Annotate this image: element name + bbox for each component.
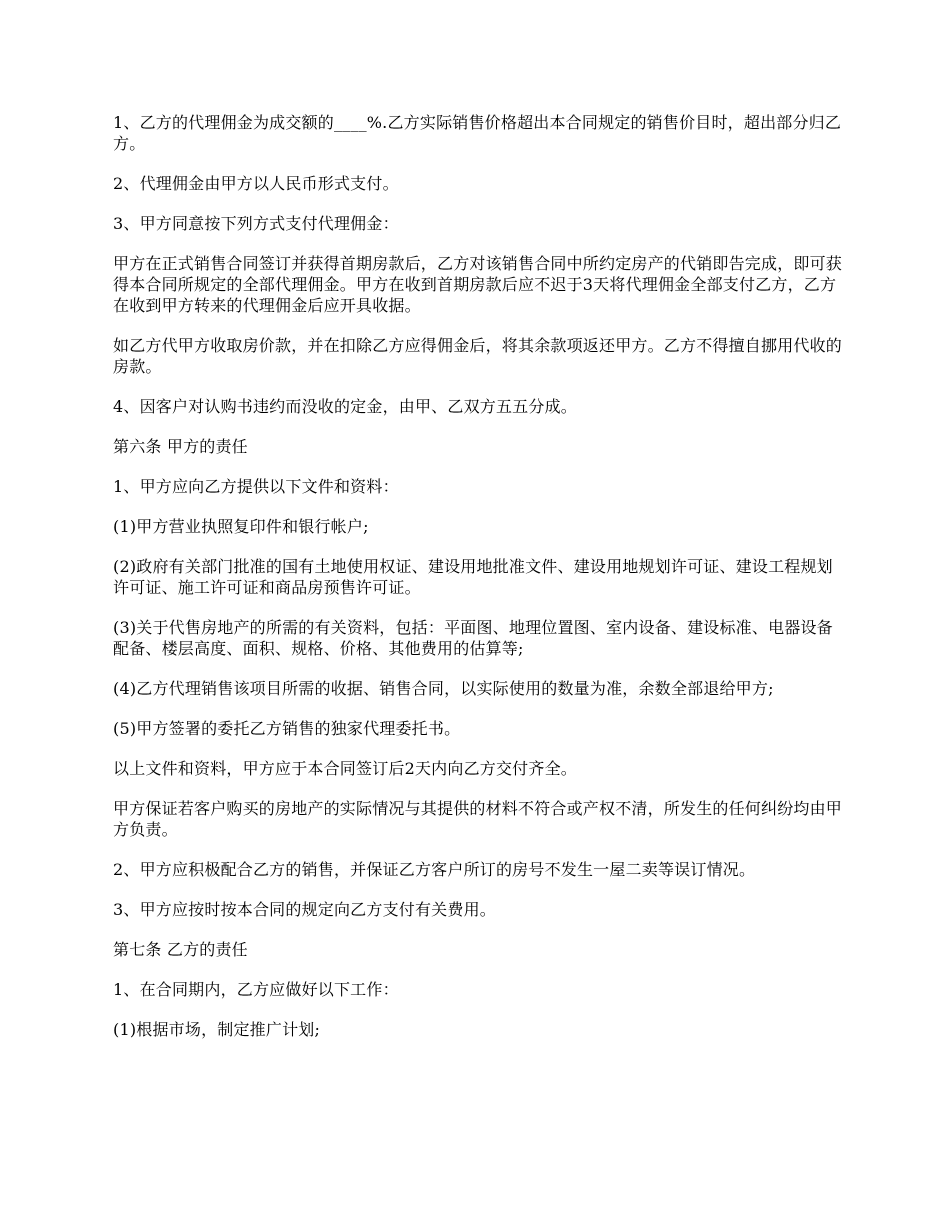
list-item-promotion-plan: (1)根据市场，制定推广计划; [113, 1020, 321, 1039]
paragraph-deposit-split: 4、因客户对认购书违约而没收的定金，由甲、乙双方五五分成。 [113, 397, 577, 416]
paragraph-payment-currency: 2、代理佣金由甲方以人民币形式支付。 [113, 174, 399, 193]
paragraph-commission-rate: 1、乙方的代理佣金为成交额的____%.乙方实际销售价格超出本合同规定的销售价目时，超出部分归乙方。 [113, 113, 842, 153]
paragraph-party-b-duties: 1、在合同期内，乙方应做好以下工作： [113, 980, 399, 999]
paragraph-delivery-deadline: 以上文件和资料，甲方应于本合同签订后2天内向乙方交付齐全。 [113, 759, 577, 778]
paragraph-collection-on-behalf: 如乙方代甲方收取房价款，并在扣除乙方应得佣金后，将其余款项返还甲方。乙方不得擅自挪用代收的房款。 [113, 336, 843, 376]
paragraph-commission-timing: 甲方在正式销售合同签订并获得首期房款后，乙方对该销售合同中所约定房产的代销即告完成，即可获得本合同所规定的全部代理佣金。甲方在收到首期房款后应不迟于3天将代理佣金全部支付乙方，乙方在收到甲方转来的代理佣金后应开具收据。 [113, 254, 843, 315]
list-item-property-materials: (3)关于代售房地产的所需的有关资料，包括：平面图、地理位置图、室内设备、建设标准、电器设备配备、楼层高度、面积、规格、价格、其他费用的估算等; [113, 618, 833, 658]
list-item-business-license: (1)甲方营业执照复印件和银行帐户; [113, 517, 369, 536]
paragraph-payment-method: 3、甲方同意按下列方式支付代理佣金： [113, 214, 399, 233]
list-item-government-permits: (2)政府有关部门批准的国有土地使用权证、建设用地批准文件、建设用地规划许可证、建设工程规划许可证、施工许可证和商品房预售许可证。 [113, 557, 833, 597]
paragraph-party-a-documents: 1、甲方应向乙方提供以下文件和资料： [113, 477, 399, 496]
list-item-receipts-contracts: (4)乙方代理销售该项目所需的收据、销售合同，以实际使用的数量为准，余数全部退给甲方; [113, 679, 774, 698]
paragraph-cooperation: 2、甲方应积极配合乙方的销售，并保证乙方客户所订的房号不发生一屋二卖等误订情况。 [113, 860, 756, 879]
paragraph-payment-obligation: 3、甲方应按时按本合同的规定向乙方支付有关费用。 [113, 900, 496, 919]
paragraph-party-a-guarantee: 甲方保证若客户购买的房地产的实际情况与其提供的材料不符合或产权不清，所发生的任何纠纷均由甲方负责。 [113, 799, 843, 839]
list-item-exclusive-agency: (5)甲方签署的委托乙方销售的独家代理委托书。 [113, 719, 461, 738]
section-heading-article-7: 第七条 乙方的责任 [113, 940, 248, 959]
section-heading-article-6: 第六条 甲方的责任 [113, 437, 248, 456]
